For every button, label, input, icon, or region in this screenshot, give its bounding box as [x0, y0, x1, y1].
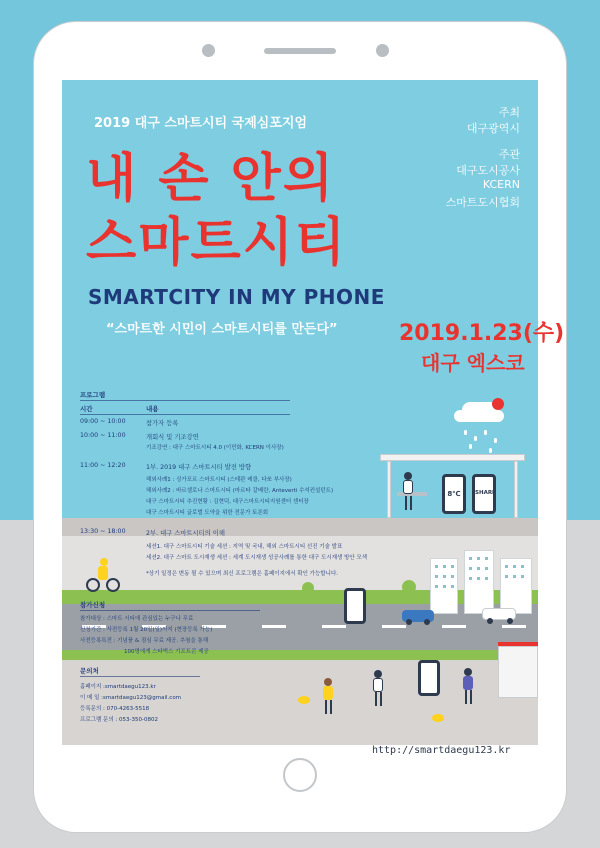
apartment-building — [500, 558, 532, 614]
program-time: 09:00 ~ 10:00 — [80, 418, 126, 425]
raindrop-icon — [474, 436, 477, 441]
program-content: 세션1. 대구 스마트시티 기술 세션 : 지역 및 국내, 해외 스마트시티 선진 기술 발표 — [146, 544, 343, 550]
organizer-label: 주관 — [498, 148, 520, 161]
phone-like-icon — [418, 660, 440, 696]
host-name: 대구광역시 — [466, 122, 520, 135]
divider — [80, 676, 200, 677]
organizer-3: 스마트도시협회 — [445, 196, 520, 209]
program-content: 대구 스마트시티 글로벌 도약을 위한 전문가 토론회 — [146, 510, 269, 516]
program-col-content: 내용 — [146, 405, 159, 413]
program-content: 세션2. 대구 스마트 도시재생 세션 : 세계 도시재생 성공사례를 통한 대구 도시재생 방안 모색 — [146, 555, 368, 561]
program-content: 참가자 등록 — [146, 420, 179, 427]
tree-icon — [302, 582, 314, 594]
raindrop-icon — [484, 430, 487, 435]
raindrop-icon — [494, 438, 497, 443]
divider — [80, 610, 260, 611]
event-venue: 대구 엑스코 — [421, 351, 525, 375]
footer-url[interactable]: http://smartdaegu123.kr — [372, 745, 511, 756]
car-white — [482, 608, 516, 620]
program-content: 해외사례2 : 바르셀로나 스마트시티 (마르타 갈베란, Anteverti 수석컨설턴트) — [146, 488, 334, 494]
divider — [80, 400, 290, 401]
lane-dash — [262, 625, 286, 628]
phone-share-text: SHARE — [475, 490, 496, 496]
phone-weather-icon — [442, 474, 466, 514]
program-note: *상기 일정은 변동 될 수 있으며 최신 프로그램은 홈페이지에서 확인 가능합니다. — [146, 571, 338, 577]
speaker-slot-icon — [264, 48, 336, 54]
signup-heading: 참가신청 — [80, 601, 106, 609]
program-content: 기조강연 : 대구 스마트시티 4.0 (이민화, KCERN 이사장) — [146, 445, 284, 451]
lane-dash — [322, 625, 346, 628]
tree-icon — [402, 580, 416, 594]
program-time: 11:00 ~ 12:20 — [80, 462, 126, 469]
program-content: 개회식 및 기조강연 — [146, 434, 199, 441]
cloud-icon — [454, 410, 504, 422]
event-date: 2019.1.23(수) — [399, 321, 565, 346]
lane-dash — [382, 625, 406, 628]
program-content: 2부. 대구 스마트시티의 이해 — [146, 530, 225, 537]
contact-homepage[interactable]: 홈페이지 :smartdaegu123.kr — [80, 684, 156, 690]
host-label: 주최 — [498, 106, 520, 119]
camera-dot-icon — [202, 44, 215, 57]
home-button[interactable] — [283, 758, 317, 792]
apartment-building — [464, 550, 494, 614]
car-blue — [402, 610, 434, 622]
raindrop-icon — [469, 444, 472, 449]
shrub-icon — [298, 696, 310, 704]
camera-dot-icon — [376, 44, 389, 57]
program-content: 1부. 2019 대구 스마트시티 발전 방향 — [146, 464, 252, 471]
apartment-building — [430, 558, 458, 614]
program-time: 13:30 ~ 18:00 — [80, 528, 126, 535]
raindrop-icon — [489, 448, 492, 453]
signup-perk-1: 사전등록특전 : 기념품 & 점심 무료 제공. 추첨을 통해 — [80, 638, 209, 644]
raindrop-icon — [464, 430, 467, 435]
signup-period: 신청기간 : 사전등록 1월 20일(일)까지 (현장등록 가능) — [80, 627, 213, 633]
brick-house — [498, 646, 538, 698]
lane-dash — [502, 625, 526, 628]
program-content: 대구 스마트시티 추진현황 : 김현덕, 대구스마트시티지원센터 센터장 — [146, 499, 309, 505]
shrub-icon — [432, 714, 444, 722]
organizer-2: KCERN — [482, 178, 520, 191]
tablet-screen — [62, 80, 565, 745]
phone-plant-icon — [344, 588, 366, 624]
organizer-1: 대구도시공사 — [456, 164, 520, 177]
contact-prog-phone: 프로그램 문의 : 053-350-0802 — [80, 717, 158, 723]
bus-stop-roof — [380, 454, 525, 461]
slogan: “스마트한 시민이 스마트시티를 만든다” — [106, 322, 338, 337]
phone-share-icon — [472, 474, 496, 514]
divider — [80, 414, 290, 415]
phone-temp-text: 8℃ — [447, 490, 461, 498]
program-time: 10:00 ~ 11:00 — [80, 432, 126, 439]
event-kicker: 2019 대구 스마트시티 국제심포지엄 — [94, 116, 308, 131]
title-line-1: 내 손 안의 — [86, 149, 336, 209]
title-english: SMARTCITY IN MY PHONE — [88, 285, 385, 309]
title-line-2: 스마트시티 — [86, 213, 348, 273]
contact-heading: 문의처 — [80, 667, 99, 675]
signup-perk-2: 100명에게 스타벅스 기프트콘 제공 — [124, 649, 209, 655]
upper-road — [62, 518, 538, 536]
program-col-time: 시간 — [80, 405, 93, 413]
sun-icon — [492, 398, 504, 410]
signup-target: 참가대상 : 스마트 시티에 관심있는 누구나 무료 — [80, 616, 194, 622]
lane-dash — [442, 625, 466, 628]
contact-reg-phone: 등록문의 : 070-4263-5518 — [80, 706, 150, 712]
bus-stop-pole — [514, 461, 518, 518]
bus-stop-pole — [387, 461, 391, 518]
program-heading: 프로그램 — [80, 391, 106, 399]
contact-email[interactable]: 이 메 일 :smartdaegu123@gmail.com — [80, 695, 182, 701]
program-content: 해외사례1 : 싱가포르 스마트시티 (스테판 레클, 다쏘 부사장) — [146, 477, 292, 483]
